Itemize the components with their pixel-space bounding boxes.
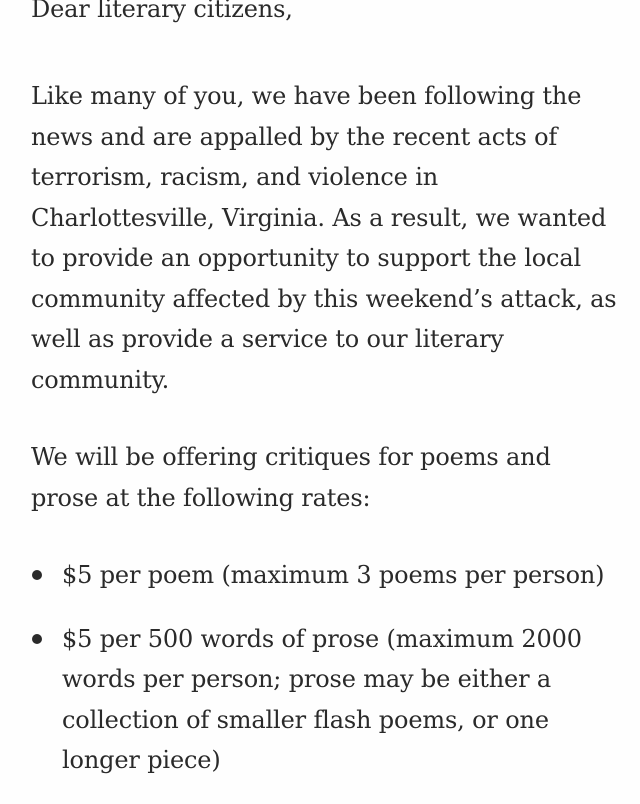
rate-item-prose [31, 619, 618, 781]
bullet-icon [32, 570, 42, 580]
intro-paragraph: Like many of you, we have been following the news and are appalled by the recent acts of terrorism, racism, and violence in Charlottesville, Virginia. As a result, we wanted to provide an opportunity to support the local community affected by this weekend’s attack, as well as provide a service to our literary community. [31, 82, 617, 394]
rates-list [31, 555, 618, 804]
letter-greeting: Dear literary citizens, [31, 0, 293, 23]
rate-item-poem [31, 555, 618, 596]
rate-text: $5 per poem (maximum 3 poems per person) [62, 561, 605, 589]
rate-text: $5 per 500 words of prose (maximum 2000 words per person; prose may be either a collection of smaller flash poems, or one longer piece) [62, 624, 582, 774]
bullet-icon [32, 634, 42, 644]
offer-paragraph: We will be offering critiques for poems and prose at the following rates: [31, 443, 551, 512]
